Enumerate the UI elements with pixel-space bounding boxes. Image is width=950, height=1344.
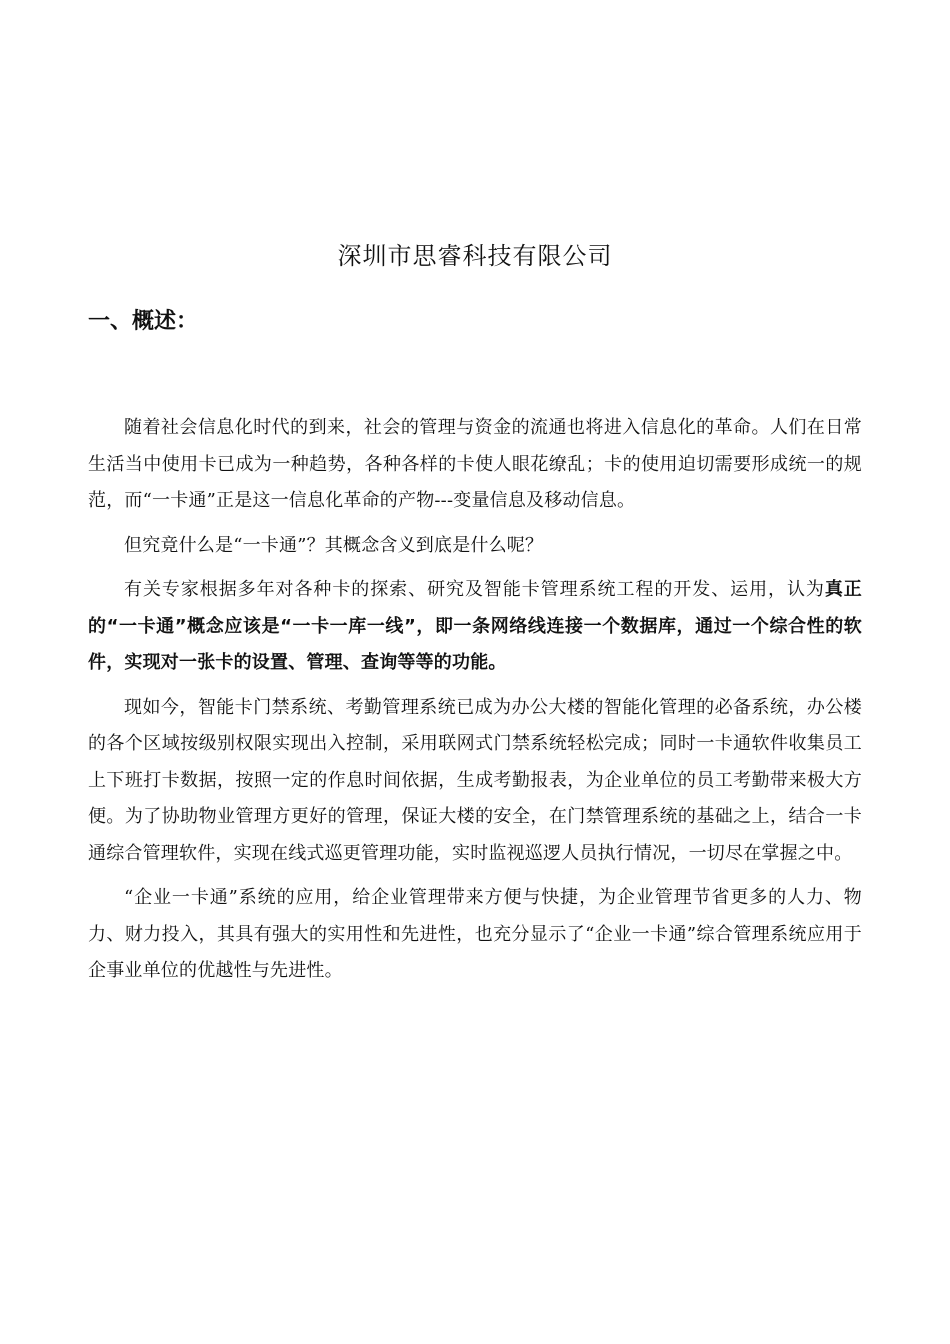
paragraph-applications: 现如今，智能卡门禁系统、考勤管理系统已成为办公大楼的智能化管理的必备系统，办公楼的各个区域按级别权限实现出入控制，采用联网式门禁系统轻松完成；同时一卡通软件收集员工上下班打卡数据，按照一定的作息时间依据，生成考勤报表，为企业单位的员工考勤带来极大方便。为了协助物业管理方更好的管理，保证大楼的安全，在门禁管理系统的基础之上，结合一卡通综合管理软件，实现在线式巡更管理功能，实时监视巡逻人员执行情况，一切尽在掌握之中。 — [88, 696, 862, 864]
company-title: 深圳市思睿科技有限公司 — [337, 242, 613, 270]
section-heading-overview: 一、概述： — [88, 309, 199, 334]
definition-bold-text: 真正的“一卡通”概念应该是“一卡一库一线”，即一条网络线连接一个数据库，通过一个综合性的软件，实现对一张卡的设置、管理、查询等等的功能。 — [88, 579, 862, 673]
definition-lead-text: 有关专家根据多年对各种卡的探索、研究及智能卡管理系统工程的开发、运用，认为 — [124, 579, 825, 600]
paragraph-question: 但究竟什么是“一卡通”？其概念含义到底是什么呢？ — [124, 534, 544, 556]
paragraph-benefits: “企业一卡通”系统的应用，给企业管理带来方便与快捷，为企业管理节省更多的人力、物力、财力投入，其具有强大的实用性和先进性，也充分显示了“企业一卡通”综合管理系统应用于企事业单位的优越性与先进性。 — [88, 887, 862, 981]
paragraph-intro: 随着社会信息化时代的到来，社会的管理与资金的流通也将进入信息化的革命。人们在日常生活当中使用卡已成为一种趋势，各种各样的卡使人眼花缭乱；卡的使用迫切需要形成统一的规范，而“一卡通”正是这一信息化革命的产物---变量信息及移动信息。 — [88, 417, 862, 511]
paragraph-definition — [88, 572, 862, 682]
body-text — [88, 410, 862, 990]
